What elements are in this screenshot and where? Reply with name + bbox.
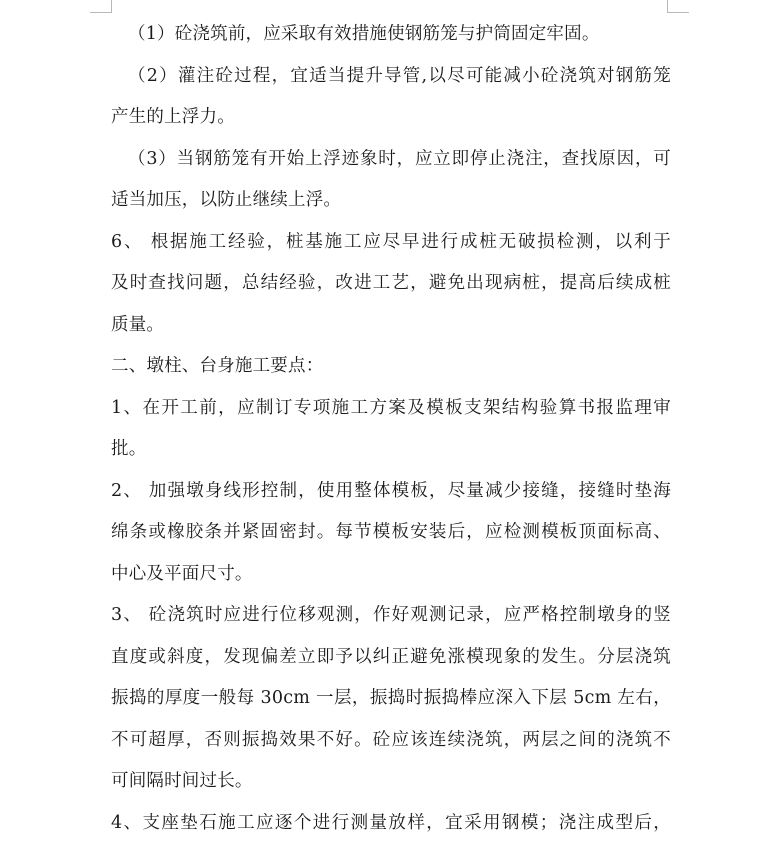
- crop-mark-left-vertical: [111, 0, 112, 13]
- text-line: 4、支座垫石施工应逐个进行测量放样，宜采用钢模；浇注成型后，: [111, 813, 671, 833]
- text-line: 1、在开工前，应制订专项施工方案及模板支架结构验算书报监理审: [111, 398, 671, 418]
- text-line: 可间隔时间过长。: [111, 771, 253, 791]
- text-line: 产生的上浮力。: [111, 107, 235, 127]
- text-line: 中心及平面尺寸。: [111, 564, 253, 584]
- text-line: 2、 加强墩身线形控制，使用整体模板，尽量减少接缝，接缝时垫海: [111, 481, 671, 501]
- text-line: 直度或斜度，发现偏差立即予以纠正避免涨模现象的发生。分层浇筑: [111, 647, 671, 667]
- text-line: 绵条或橡胶条并紧固密封。每节模板安装后，应检测模板顶面标高、: [111, 522, 671, 542]
- text-line: 3、 砼浇筑时应进行位移观测，作好观测记录，应严格控制墩身的竖: [111, 605, 671, 625]
- text-line: 及时查找问题，总结经验，改进工艺，避免出现病桩，提高后续成桩: [111, 273, 671, 293]
- text-line: 质量。: [111, 315, 165, 335]
- text-line: （2）灌注砼过程，宜适当提升导管,以尽可能减小砼浇筑对钢筋笼: [128, 66, 671, 86]
- crop-mark-left-horizontal: [90, 12, 112, 13]
- text-line: 适当加压，以防止继续上浮。: [111, 190, 342, 210]
- section-heading: 二、墩柱、台身施工要点：: [111, 356, 324, 376]
- text-line: （1）砼浇筑前，应采取有效措施使钢筋笼与护筒固定牢固。: [128, 24, 600, 44]
- text-line: 不可超厚，否则振捣效果不好。砼应该连续浇筑，两层之间的浇筑不: [111, 730, 671, 750]
- crop-mark-right-vertical: [667, 0, 668, 13]
- crop-mark-right-horizontal: [667, 12, 689, 13]
- text-line: 振捣的厚度一般每 30cm 一层，振捣时振捣棒应深入下层 5cm 左右，: [111, 688, 671, 708]
- text-line: 6、 根据施工经验，桩基施工应尽早进行成桩无破损检测，以利于: [111, 232, 671, 252]
- text-line: 批。: [111, 439, 147, 459]
- text-line: （3）当钢筋笼有开始上浮迹象时，应立即停止浇注，查找原因，可: [128, 149, 671, 169]
